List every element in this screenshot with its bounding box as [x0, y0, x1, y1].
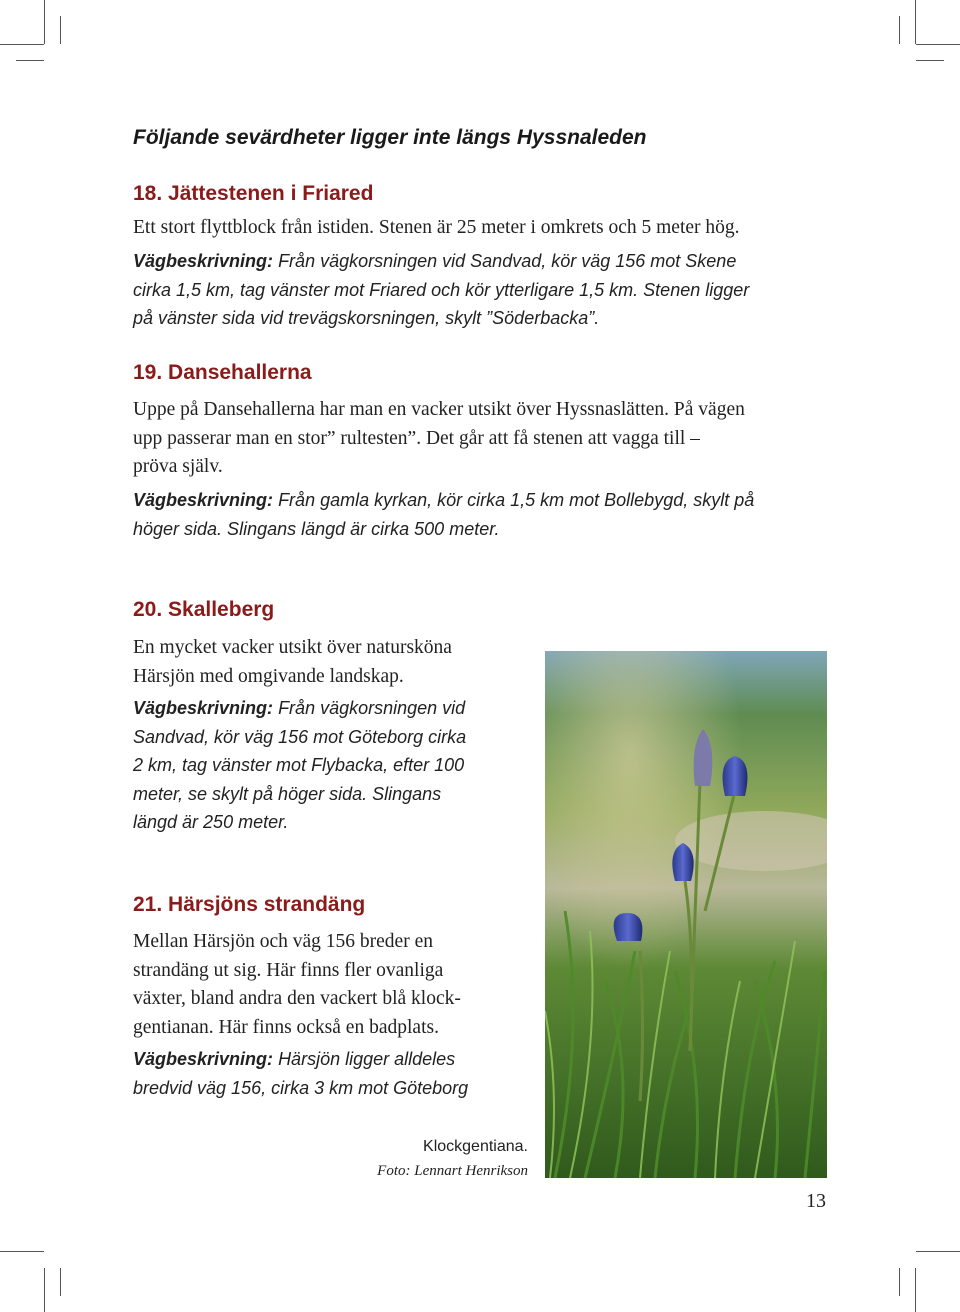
section-description — [133, 634, 452, 691]
section-title: 18. Jättestenen i Friared — [133, 182, 374, 205]
photo-caption: Klockgentiana. — [423, 1138, 528, 1155]
section-description — [133, 928, 461, 1042]
crop-mark — [915, 1268, 916, 1312]
crop-mark — [60, 16, 61, 44]
desc-line: strandäng ut sig. Här finns fler ovanliga — [133, 959, 444, 981]
crop-mark — [0, 1251, 44, 1252]
desc-line: pröva själv. — [133, 456, 223, 477]
crop-mark — [60, 1268, 61, 1296]
section-description — [133, 214, 740, 243]
photo-credit: Foto: Lennart Henrikson — [377, 1163, 528, 1179]
route-line: cirka 1,5 km, tag vänster mot Friared och kör ytterligare 1,5 km. Stenen ligger — [133, 279, 750, 300]
section-title: 20. Skalleberg — [133, 598, 275, 621]
desc-line: Mellan Härsjön och väg 156 breder en — [133, 931, 433, 952]
desc-line: Uppe på Dansehallerna har man en vacker utsikt över Hyssnaslätten. På vägen — [133, 399, 745, 420]
crop-mark — [0, 44, 44, 45]
route-label: Vägbeskrivning: — [133, 490, 274, 510]
gentian-flower-photo — [545, 651, 827, 1178]
crop-mark — [44, 1268, 45, 1312]
route-line: Sandvad, kör väg 156 mot Göteborg cirka — [133, 726, 467, 747]
crop-mark — [916, 44, 960, 45]
route-line: Från vägkorsningen vid Sandvad, kör väg 156 mot Skene — [278, 251, 737, 271]
crop-mark — [916, 1251, 960, 1252]
route-line: höger sida. Slingans längd är cirka 500 meter. — [133, 518, 500, 539]
route-line: Från gamla kyrkan, kör cirka 1,5 km mot Bollebygd, skylt på — [278, 490, 755, 510]
route-description — [133, 1045, 468, 1102]
crop-mark — [916, 60, 944, 61]
route-line: 2 km, tag vänster mot Flybacka, efter 100 — [133, 755, 465, 775]
desc-line: gentianan. Här finns också en badplats. — [133, 1016, 439, 1038]
route-line: Härsjön ligger alldeles — [278, 1049, 456, 1069]
route-description — [133, 486, 754, 543]
route-line: längd är 250 meter. — [133, 812, 289, 832]
route-label: Vägbeskrivning: — [133, 698, 274, 718]
crop-mark — [899, 16, 900, 44]
route-line: meter, se skylt på höger sida. Slingans — [133, 783, 442, 804]
section-title: 21. Härsjöns strandäng — [133, 893, 366, 916]
route-line: Från vägkorsningen vid — [278, 698, 466, 718]
route-line: bredvid väg 156, cirka 3 km mot Göteborg — [133, 1077, 469, 1098]
route-line: på vänster sida vid trevägskorsningen, skylt ”Söderbacka”. — [133, 308, 600, 328]
route-description — [133, 247, 749, 333]
desc-line: Ett stort flyttblock från istiden. Stenen är 25 meter i omkrets och 5 meter hög. — [133, 217, 740, 238]
desc-line: Härsjön med omgivande landskap. — [133, 665, 404, 687]
crop-mark — [915, 0, 916, 44]
crop-mark — [899, 1268, 900, 1296]
crop-mark — [16, 60, 44, 61]
page-heading: Följande sevärdheter ligger inte längs Hyssnaleden — [133, 126, 647, 149]
desc-line: upp passerar man en stor” rultesten”. Det går att få stenen att vagga till – — [133, 427, 700, 449]
page-number: 13 — [806, 1190, 826, 1212]
desc-line: En mycket vacker utsikt över natursköna — [133, 637, 452, 658]
route-label: Vägbeskrivning: — [133, 1049, 274, 1069]
route-description — [133, 694, 466, 837]
desc-line: växter, bland andra den vackert blå klock- — [133, 988, 461, 1009]
route-label: Vägbeskrivning: — [133, 251, 274, 271]
crop-mark — [44, 0, 45, 44]
section-title: 19. Dansehallerna — [133, 361, 312, 384]
section-description — [133, 396, 745, 482]
